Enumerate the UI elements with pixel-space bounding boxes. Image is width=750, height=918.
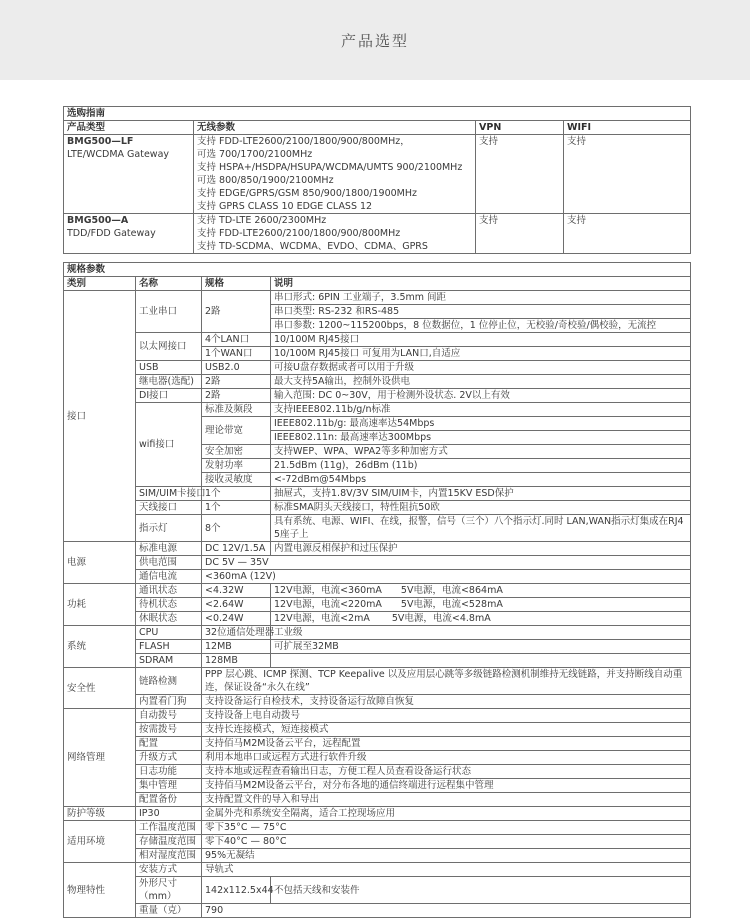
desc-cell: 标准SMA阴头天线接口，特性阻抗50欧: [271, 501, 691, 515]
spec-cell: DC 12V/1.5A: [202, 542, 271, 556]
name-cell: 集中管理: [136, 779, 202, 793]
category-cell: 系统: [64, 626, 136, 668]
spec-cell: <2.64W: [202, 598, 271, 612]
spec-row: [64, 515, 691, 542]
desc-cell: 抽屉式，支持1.8V/3V SIM/UIM卡，内置15KV ESD保护: [271, 487, 691, 501]
spec-cell: 1个: [202, 487, 271, 501]
name-cell: 供电范围: [136, 556, 202, 570]
category-cell: 防护等级: [64, 807, 136, 821]
spec-row: [64, 779, 691, 793]
spec-cell: 支持佰马M2M设备云平台，远程配置: [202, 737, 691, 751]
spec-row: [64, 723, 691, 737]
table-title-row: [64, 263, 691, 277]
spec-row: [64, 807, 691, 821]
desc-cell: [271, 654, 691, 668]
spec-row: [64, 654, 691, 668]
spec-row: [64, 389, 691, 403]
spec-cell: 支持设备上电自动拨号: [202, 709, 691, 723]
spec-row: [64, 375, 691, 389]
desc-cell: 21.5dBm (11g)，26dBm (11b): [271, 459, 691, 473]
desc-cell: 支持WEP、WPA、WPA2等多种加密方式: [271, 445, 691, 459]
desc-cell: 支持IEEE802.11b/g/n标准: [271, 403, 691, 417]
name-cell: 相对湿度范围: [136, 849, 202, 863]
desc-cell: 工业级: [271, 626, 691, 640]
name-cell: 配置备份: [136, 793, 202, 807]
name-cell: 继电器(选配): [136, 375, 202, 389]
name-cell: 标准电源: [136, 542, 202, 556]
spec-cell: DC 5V — 35V: [202, 556, 691, 570]
name-cell: 通信电流: [136, 570, 202, 584]
spec-row: [64, 904, 691, 918]
desc-cell: 串口类型: RS-232 和RS-485: [271, 305, 691, 319]
desc-cell: IEEE802.11b/g: 最高速率达54Mbps: [271, 417, 691, 431]
spec-row: [64, 793, 691, 807]
spec-row: [64, 695, 691, 709]
name-cell: 指示灯: [136, 515, 202, 542]
name-cell: 工业串口: [136, 291, 202, 333]
spec-cell: 支持设备运行自检技术，支持设备运行故障自恢复: [202, 695, 691, 709]
spec-row: [64, 556, 691, 570]
name-cell: 安装方式: [136, 863, 202, 877]
name-cell: SDRAM: [136, 654, 202, 668]
name-cell: 自动拨号: [136, 709, 202, 723]
category-cell: 电源: [64, 542, 136, 584]
spec-row: [64, 403, 691, 417]
spec-cell: 支持佰马M2M设备云平台，对分布各地的通信终端进行远程集中管理: [202, 779, 691, 793]
page-title: 产品选型: [340, 31, 409, 50]
name-cell: 升级方式: [136, 751, 202, 765]
desc-cell: 串口形式: 6PIN 工业端子，3.5mm 间距: [271, 291, 691, 305]
name-cell: 日志功能: [136, 765, 202, 779]
spec-cell: 32位通信处理器: [202, 626, 271, 640]
spec-cell: 128MB: [202, 654, 271, 668]
spec-row: [64, 570, 691, 584]
column-header: 无线参数: [194, 121, 476, 135]
spec-cell: PPP 层心跳、ICMP 探测、TCP Keepalive 以及应用层心跳等多级链路检测机制维持无线链路，并支持断线自动重连，保证设备“永久在线”: [202, 668, 691, 695]
name-cell: 以太网接口: [136, 333, 202, 361]
name-line: 外形尺寸: [139, 878, 178, 889]
wireless-params-cell: [194, 135, 476, 214]
spec-row: [64, 584, 691, 598]
spec-row: [64, 291, 691, 305]
desc-cell: IEEE802.11n: 最高速率达300Mbps: [271, 431, 691, 445]
name-cell: IP30: [136, 807, 202, 821]
product-type: LTE/WCDMA Gateway: [67, 149, 170, 160]
spec-row: [64, 361, 691, 375]
spec-cell: 标准及频段: [202, 403, 271, 417]
name-cell: FLASH: [136, 640, 202, 654]
spec-table: [63, 262, 691, 918]
wireless-param-line: 支持 FDD-LTE2600/2100/1800/900/800MHz: [197, 228, 401, 239]
name-cell: 通讯状态: [136, 584, 202, 598]
category-cell: 接口: [64, 291, 136, 542]
spec-row: [64, 737, 691, 751]
spec-cell: 发射功率: [202, 459, 271, 473]
category-cell: 适用环境: [64, 821, 136, 863]
name-cell: 工作温度范围: [136, 821, 202, 835]
spec-cell: 理论带宽: [202, 417, 271, 445]
guide-row: [64, 135, 691, 214]
name-cell: 天线接口: [136, 501, 202, 515]
column-header: 说明: [271, 277, 691, 291]
spec-cell: <0.24W: [202, 612, 271, 626]
name-cell: 链路检测: [136, 668, 202, 695]
spec-cell: 790: [202, 904, 691, 918]
name-cell: [136, 877, 202, 904]
spec-row: [64, 668, 691, 695]
spec-cell: 零下35°C — 75°C: [202, 821, 691, 835]
spec-row: [64, 821, 691, 835]
table-title-row: [64, 107, 691, 121]
spec-row: [64, 765, 691, 779]
name-cell: 重量（克）: [136, 904, 202, 918]
desc-cell: 不包括天线和安装件: [271, 877, 691, 904]
spec-cell: 12MB: [202, 640, 271, 654]
model-name: BMG500—A: [67, 215, 129, 226]
column-header: VPN: [476, 121, 564, 135]
column-header: 规格: [202, 277, 271, 291]
guide-table: [63, 106, 691, 254]
desc-cell: 输入范围: DC 0~30V，用于检测外设状态. 2V以上有效: [271, 389, 691, 403]
name-cell: DI接口: [136, 389, 202, 403]
column-header: 类别: [64, 277, 136, 291]
table-title: 选购指南: [64, 107, 691, 121]
category-cell: 功耗: [64, 584, 136, 626]
spec-cell: <360mA (12V): [202, 570, 691, 584]
desc-cell: 内置电源反相保护和过压保护: [271, 542, 691, 556]
spec-cell: 2路: [202, 375, 271, 389]
spec-cell: 支持配置文件的导入和导出: [202, 793, 691, 807]
desc-cell: 10/100M RJ45接口: [271, 333, 691, 347]
spec-row: [64, 751, 691, 765]
wireless-param-line: 可选 700/1700/2100MHz: [197, 149, 313, 160]
spec-cell: 支持长连接模式，短连接模式: [202, 723, 691, 737]
wifi-cell: 支持: [564, 214, 691, 254]
table-header-row: [64, 277, 691, 291]
name-cell: 休眠状态: [136, 612, 202, 626]
spec-row: [64, 709, 691, 723]
spec-row: [64, 487, 691, 501]
category-cell: 物理特性: [64, 863, 136, 918]
spec-row: [64, 849, 691, 863]
desc-cell: 12V电源，电流<220mA 5V电源，电流<528mA: [271, 598, 691, 612]
name-cell: 配置: [136, 737, 202, 751]
spec-cell: 1个: [202, 501, 271, 515]
wireless-param-line: 支持 FDD-LTE2600/2100/1800/900/800MHz，: [197, 136, 410, 147]
spec-row: [64, 835, 691, 849]
spec-cell: 接收灵敏度: [202, 473, 271, 487]
wireless-param-line: 支持 GPRS CLASS 10 EDGE CLASS 12: [197, 201, 373, 212]
name-cell: 待机状态: [136, 598, 202, 612]
wireless-param-line: 支持 HSPA+/HSDPA/HSUPA/WCDMA/UMTS 900/2100MHz: [197, 162, 463, 173]
guide-row: [64, 214, 691, 254]
category-cell: 网络管理: [64, 709, 136, 807]
column-header: WIFI: [564, 121, 691, 135]
spec-row: [64, 598, 691, 612]
page-header: [0, 0, 750, 80]
vpn-cell: 支持: [476, 135, 564, 214]
desc-cell: 可扩展至32MB: [271, 640, 691, 654]
name-cell: 存储温度范围: [136, 835, 202, 849]
category-cell: 安全性: [64, 668, 136, 709]
spec-row: [64, 333, 691, 347]
name-cell: 内置看门狗: [136, 695, 202, 709]
product-type-cell: [64, 135, 194, 214]
spec-cell: 142x112.5x44: [202, 877, 271, 904]
spec-cell: 导轨式: [202, 863, 691, 877]
product-type: TDD/FDD Gateway: [67, 228, 156, 239]
spec-row: [64, 542, 691, 556]
desc-cell: 12V电源，电流<360mA 5V电源，电流<864mA: [271, 584, 691, 598]
spec-row: [64, 877, 691, 904]
spec-cell: 金属外壳和系统安全隔离，适合工控现场应用: [202, 807, 691, 821]
desc-cell: 10/100M RJ45接口 可复用为LAN口,自适应: [271, 347, 691, 361]
name-line: （mm）: [139, 891, 177, 902]
spec-cell: <4.32W: [202, 584, 271, 598]
spec-cell: 8个: [202, 515, 271, 542]
wireless-param-line: 可选 800/850/1900/2100MHz: [197, 175, 334, 186]
wireless-param-line: 支持 TD-SCDMA、WCDMA、EVDO、CDMA、GPRS: [197, 241, 428, 252]
wireless-param-line: 支持 EDGE/GPRS/GSM 850/900/1800/1900MHz: [197, 188, 417, 199]
model-name: BMG500—LF: [67, 136, 134, 147]
desc-cell: 最大支持5A输出，控制外设供电: [271, 375, 691, 389]
product-type-cell: [64, 214, 194, 254]
spec-row: [64, 501, 691, 515]
desc-cell: 12V电源，电流<2mA 5V电源，电流<4.8mA: [271, 612, 691, 626]
spec-cell: 1个WAN口: [202, 347, 271, 361]
spec-cell: USB2.0: [202, 361, 271, 375]
spec-cell: 支持本地或远程查看输出日志，方便工程人员查看设备运行状态: [202, 765, 691, 779]
table-title: 规格参数: [64, 263, 691, 277]
spec-row: [64, 626, 691, 640]
name-cell: SIM/UIM卡接口: [136, 487, 202, 501]
name-cell: USB: [136, 361, 202, 375]
name-cell: CPU: [136, 626, 202, 640]
name-cell: 按需拨号: [136, 723, 202, 737]
spec-cell: 95%无凝结: [202, 849, 691, 863]
spec-cell: 4个LAN口: [202, 333, 271, 347]
vpn-cell: 支持: [476, 214, 564, 254]
spec-row: [64, 612, 691, 626]
spec-cell: 2路: [202, 291, 271, 333]
wireless-params-cell: [194, 214, 476, 254]
wireless-param-line: 支持 TD-LTE 2600/2300MHz: [197, 215, 327, 226]
spec-cell: 安全加密: [202, 445, 271, 459]
desc-cell: 可接U盘存数据或者可以用于升级: [271, 361, 691, 375]
spec-cell: 2路: [202, 389, 271, 403]
wifi-cell: 支持: [564, 135, 691, 214]
spec-cell: 零下40°C — 80°C: [202, 835, 691, 849]
desc-cell: <-72dBm@54Mbps: [271, 473, 691, 487]
column-header: 名称: [136, 277, 202, 291]
spec-row: [64, 640, 691, 654]
name-cell: wifi接口: [136, 403, 202, 487]
table-header-row: [64, 121, 691, 135]
spec-cell: 利用本地串口或远程方式进行软件升级: [202, 751, 691, 765]
spec-row: [64, 863, 691, 877]
column-header: 产品类型: [64, 121, 194, 135]
desc-cell: 具有系统、电源、WIFI、在线，报警，信号（三个）八个指示灯.同时 LAN,WAN指示灯集成在RJ45座子上: [271, 515, 691, 542]
desc-cell: 串口参数: 1200~115200bps，8 位数据位，1 位停止位，无校验/奇校验/偶校验，无流控: [271, 319, 691, 333]
